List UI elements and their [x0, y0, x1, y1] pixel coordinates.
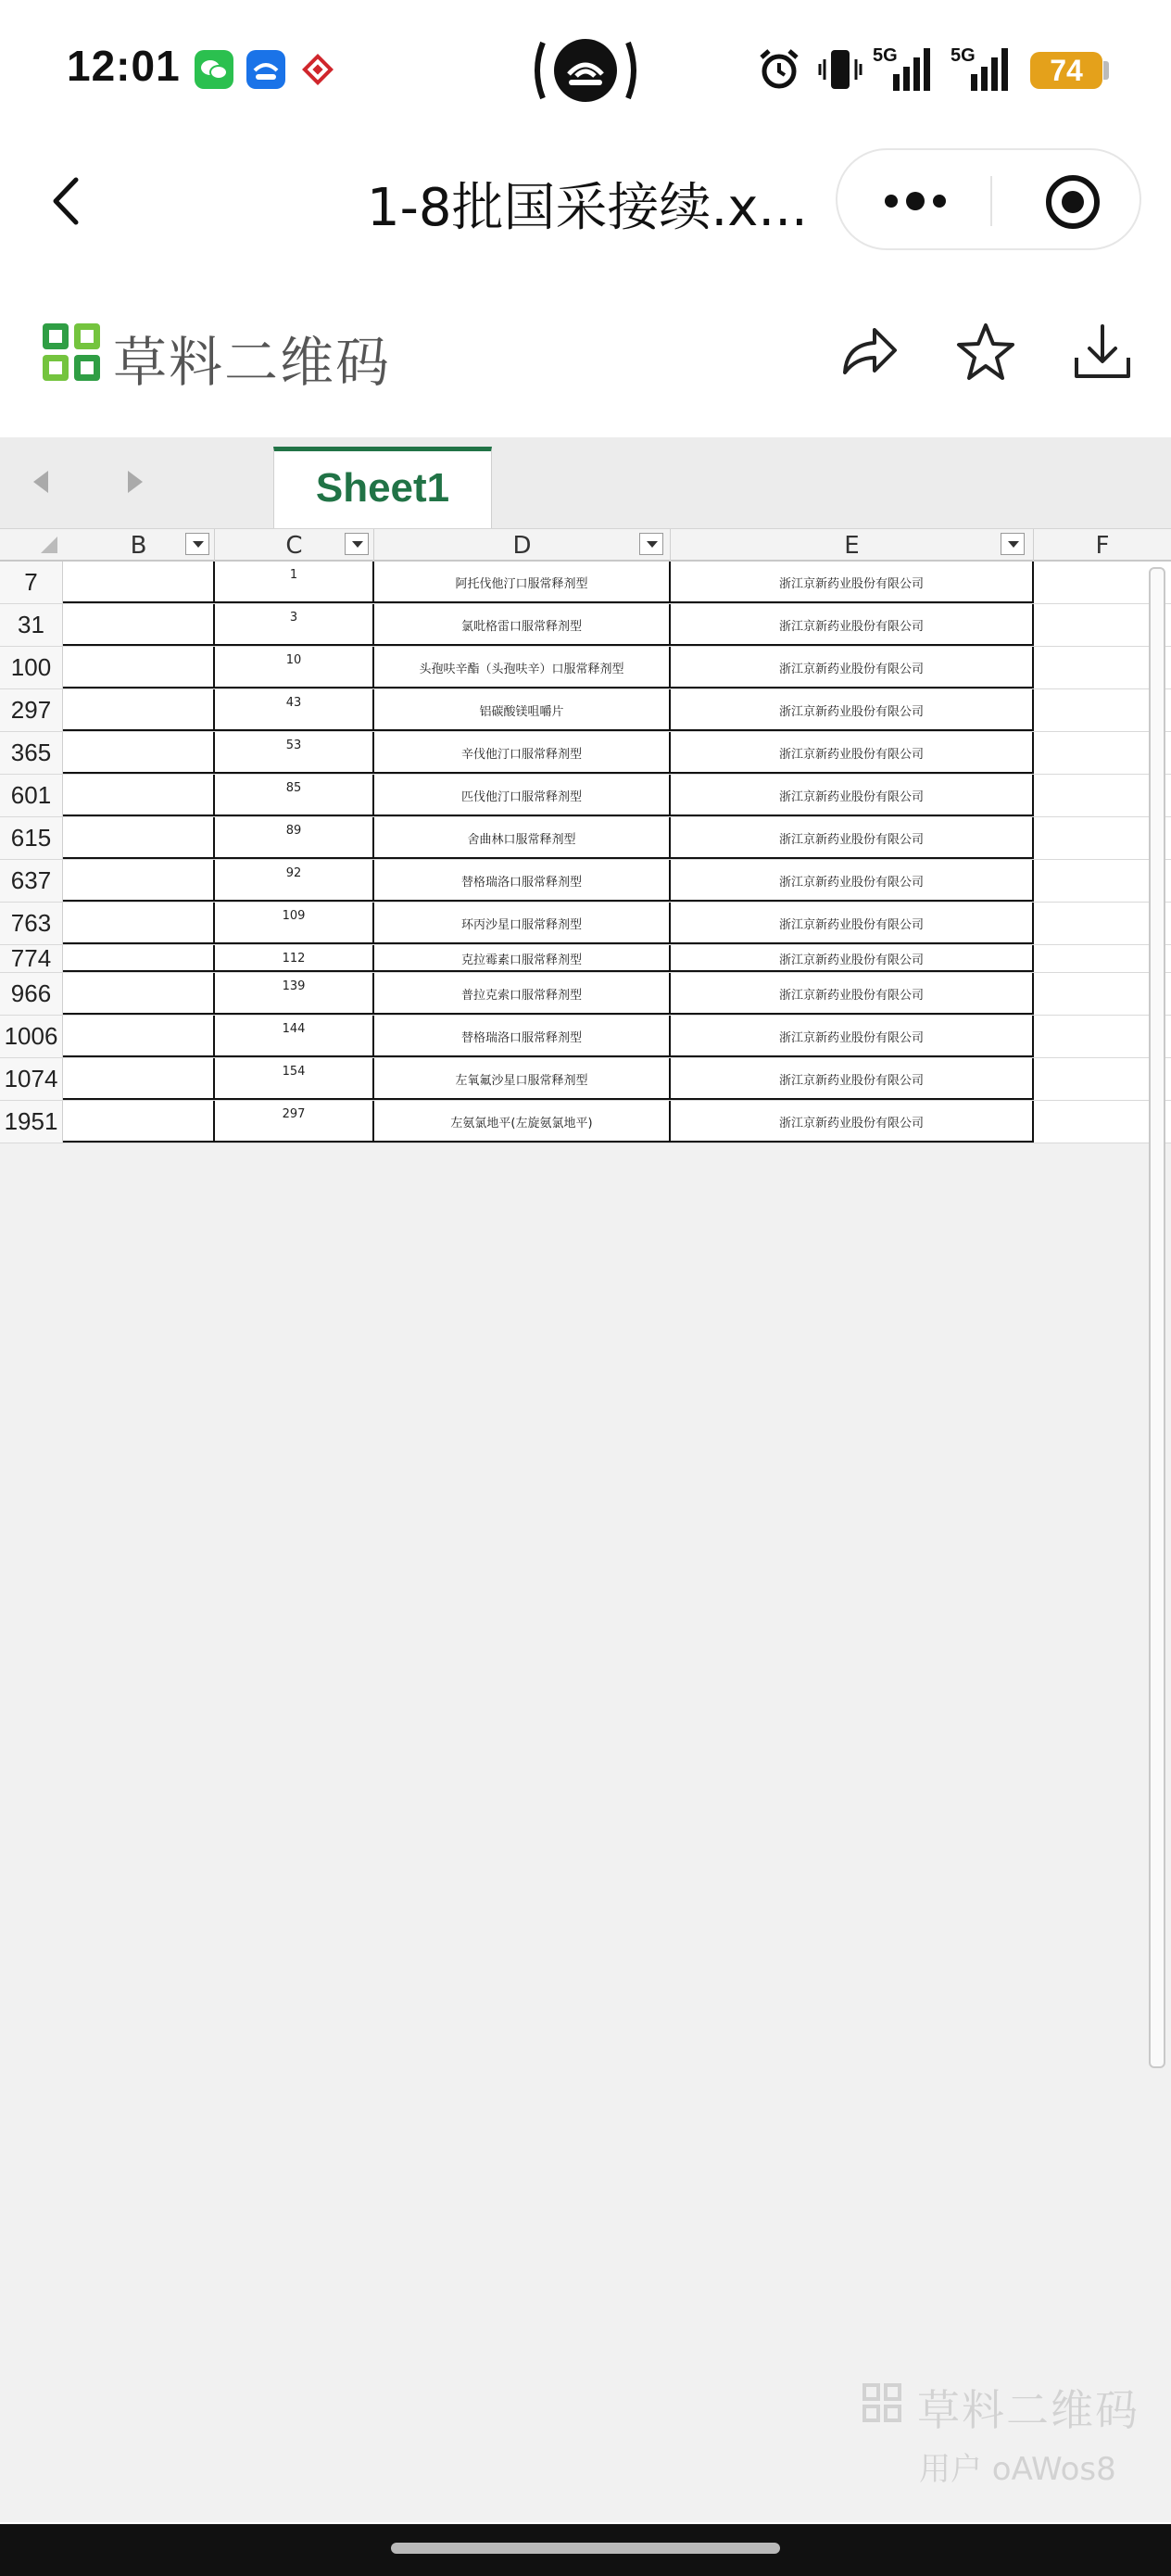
table-row	[0, 1058, 1171, 1101]
cell-d[interactable]: 头孢呋辛酯（头孢呋辛）口服常释剂型	[374, 647, 671, 688]
table-row	[0, 562, 1171, 604]
row-border	[63, 1098, 1034, 1100]
cell-d[interactable]: 铝碳酸镁咀嚼片	[374, 689, 671, 731]
bank-app-icon	[298, 50, 337, 89]
cell-c[interactable]: 1	[215, 562, 374, 603]
cell-e[interactable]: 浙江京新药业股份有限公司	[671, 647, 1034, 688]
signal-icon	[871, 43, 936, 98]
battery-icon: 74	[1030, 52, 1102, 89]
table-row	[0, 1016, 1171, 1058]
star-icon[interactable]	[954, 321, 1017, 384]
vertical-scrollbar[interactable]	[1149, 567, 1165, 2068]
cell-c[interactable]: 144	[215, 1016, 374, 1057]
alarm-icon	[756, 46, 802, 96]
column-header-d[interactable]: D	[374, 529, 671, 562]
brand-toolbar	[0, 278, 1171, 426]
cell-c[interactable]: 85	[215, 775, 374, 816]
cell-c[interactable]: 112	[215, 945, 374, 972]
cell-e[interactable]: 浙江京新药业股份有限公司	[671, 775, 1034, 816]
table-row	[0, 945, 1171, 973]
cell-d[interactable]: 左氨氯地平(左旋氨氯地平)	[374, 1101, 671, 1143]
filter-b-icon[interactable]	[185, 533, 209, 555]
row-border	[63, 1013, 1034, 1015]
watermark-logo-icon	[862, 2382, 902, 2423]
cell-b[interactable]	[63, 945, 215, 972]
svg-text:5G: 5G	[873, 45, 898, 66]
cell-d[interactable]: 匹伐他汀口服常释剂型	[374, 775, 671, 816]
column-header-f[interactable]: F	[1095, 532, 1110, 560]
cell-b[interactable]	[63, 817, 215, 859]
status-time: 12:01	[67, 42, 181, 90]
svg-text:5G: 5G	[951, 45, 976, 66]
brand-logo-icon	[41, 322, 102, 383]
column-header-b[interactable]: B	[63, 529, 215, 562]
row-border	[63, 601, 1034, 603]
row-border	[63, 644, 1034, 646]
cell-d[interactable]: 替格瑞洛口服常释剂型	[374, 1016, 671, 1057]
row-number[interactable]: 615	[0, 817, 63, 859]
cell-b[interactable]	[63, 1058, 215, 1100]
wechat-icon	[195, 50, 233, 89]
battery-tip	[1103, 61, 1109, 80]
wifi-app-icon	[246, 50, 285, 89]
table-row	[0, 817, 1171, 860]
cell-c[interactable]: 3	[215, 604, 374, 646]
row-border	[63, 729, 1034, 731]
home-indicator[interactable]	[391, 2543, 780, 2554]
row-number[interactable]: 31	[0, 604, 63, 646]
document-title: 1-8批国采接续.x...	[367, 178, 808, 238]
column-headers	[0, 528, 1171, 562]
row-number[interactable]: 1006	[0, 1016, 63, 1057]
hotspot-icon	[530, 35, 641, 106]
cell-c[interactable]: 92	[215, 860, 374, 902]
row-border	[63, 970, 1034, 972]
table-row	[0, 732, 1171, 775]
row-number[interactable]: 100	[0, 647, 63, 688]
cell-e[interactable]: 浙江京新药业股份有限公司	[671, 604, 1034, 646]
nav-bar	[0, 139, 1171, 259]
close-mini-program-icon[interactable]	[1043, 172, 1102, 232]
cell-e[interactable]: 浙江京新药业股份有限公司	[671, 562, 1034, 603]
cell-d[interactable]: 舍曲林口服常释剂型	[374, 817, 671, 859]
cell-e[interactable]: 浙江京新药业股份有限公司	[671, 860, 1034, 902]
filter-d-icon[interactable]	[639, 533, 663, 555]
table-row	[0, 689, 1171, 732]
row-border	[63, 1055, 1034, 1057]
row-number[interactable]: 601	[0, 775, 63, 816]
row-number[interactable]: 774	[0, 945, 63, 972]
row-number[interactable]: 365	[0, 732, 63, 774]
column-header-e[interactable]: E	[671, 529, 1034, 562]
brand-name: 草料二维码	[113, 331, 392, 394]
cell-e[interactable]: 浙江京新药业股份有限公司	[671, 817, 1034, 859]
cell-b[interactable]	[63, 562, 215, 603]
cell-c[interactable]: 89	[215, 817, 374, 859]
cell-c[interactable]: 109	[215, 903, 374, 944]
row-number[interactable]: 966	[0, 973, 63, 1015]
row-border	[63, 687, 1034, 688]
cell-b[interactable]	[63, 647, 215, 688]
tab-scroll-right-icon[interactable]	[128, 471, 143, 493]
row-border	[63, 900, 1034, 902]
share-icon[interactable]	[837, 321, 900, 384]
cell-b[interactable]	[63, 732, 215, 774]
row-number[interactable]: 1951	[0, 1101, 63, 1143]
cell-e[interactable]: 浙江京新药业股份有限公司	[671, 1016, 1034, 1057]
row-number[interactable]: 637	[0, 860, 63, 902]
cell-e[interactable]: 浙江京新药业股份有限公司	[671, 973, 1034, 1015]
cell-e[interactable]: 浙江京新药业股份有限公司	[671, 732, 1034, 774]
spreadsheet-viewer	[0, 437, 1171, 2522]
cell-b[interactable]	[63, 903, 215, 944]
download-icon[interactable]	[1071, 321, 1134, 384]
cell-c[interactable]: 297	[215, 1101, 374, 1143]
cell-d[interactable]: 左氧氟沙星口服常释剂型	[374, 1058, 671, 1100]
cell-c[interactable]: 43	[215, 689, 374, 731]
row-border	[63, 942, 1034, 944]
row-border	[63, 1141, 1034, 1143]
table-row	[0, 860, 1171, 903]
table-row	[0, 1101, 1171, 1143]
cell-d[interactable]: 氯吡格雷口服常释剂型	[374, 604, 671, 646]
cell-c[interactable]: 10	[215, 647, 374, 688]
cell-b[interactable]	[63, 1016, 215, 1057]
tab-sheet1[interactable]: Sheet1	[273, 447, 492, 528]
row-border	[63, 772, 1034, 774]
cell-b[interactable]	[63, 973, 215, 1015]
cell-b[interactable]	[63, 860, 215, 902]
row-number[interactable]: 763	[0, 903, 63, 944]
row-number[interactable]: 7	[0, 562, 63, 603]
more-icon[interactable]	[878, 187, 952, 215]
status-bar	[0, 0, 1171, 139]
column-header-c[interactable]: C	[215, 529, 374, 562]
cell-e[interactable]: 浙江京新药业股份有限公司	[671, 1058, 1034, 1100]
table-row	[0, 604, 1171, 647]
cell-d[interactable]: 替格瑞洛口服常释剂型	[374, 860, 671, 902]
table-row	[0, 903, 1171, 945]
cell-d[interactable]: 克拉霉素口服常释剂型	[374, 945, 671, 972]
mini-program-capsule	[836, 148, 1141, 250]
watermark-user: 用户 oAWos8	[919, 2451, 1116, 2488]
cell-d[interactable]: 辛伐他汀口服常释剂型	[374, 732, 671, 774]
back-icon[interactable]	[37, 169, 102, 234]
select-all-corner[interactable]	[41, 537, 57, 553]
cell-e[interactable]: 浙江京新药业股份有限公司	[671, 945, 1034, 972]
tab-scroll-left-icon[interactable]	[33, 471, 48, 493]
cell-e[interactable]: 浙江京新药业股份有限公司	[671, 689, 1034, 731]
cell-e[interactable]: 浙江京新药业股份有限公司	[671, 903, 1034, 944]
cell-d[interactable]: 环丙沙星口服常释剂型	[374, 903, 671, 944]
capsule-divider	[990, 176, 992, 226]
signal-icon-2	[949, 43, 1014, 98]
row-number[interactable]: 297	[0, 689, 63, 731]
row-number[interactable]: 1074	[0, 1058, 63, 1100]
row-border	[63, 814, 1034, 816]
vibrate-icon	[817, 46, 863, 96]
filter-c-icon[interactable]	[345, 533, 369, 555]
cell-c[interactable]: 53	[215, 732, 374, 774]
system-nav-bar	[0, 2524, 1171, 2576]
table-row	[0, 647, 1171, 689]
watermark-brand: 草料二维码	[917, 2385, 1140, 2435]
cell-c[interactable]: 139	[215, 973, 374, 1015]
cell-d[interactable]: 普拉克索口服常释剂型	[374, 973, 671, 1015]
cell-b[interactable]	[63, 1101, 215, 1143]
cell-b[interactable]	[63, 775, 215, 816]
table-row	[0, 775, 1171, 817]
cell-b[interactable]	[63, 604, 215, 646]
row-border	[63, 857, 1034, 859]
filter-e-active-icon[interactable]	[1001, 533, 1025, 555]
cell-d[interactable]: 阿托伐他汀口服常释剂型	[374, 562, 671, 603]
cell-e[interactable]: 浙江京新药业股份有限公司	[671, 1101, 1034, 1143]
table-row	[0, 973, 1171, 1016]
sheet-tab-bar	[0, 437, 1171, 528]
cell-c[interactable]: 154	[215, 1058, 374, 1100]
cell-b[interactable]	[63, 689, 215, 731]
